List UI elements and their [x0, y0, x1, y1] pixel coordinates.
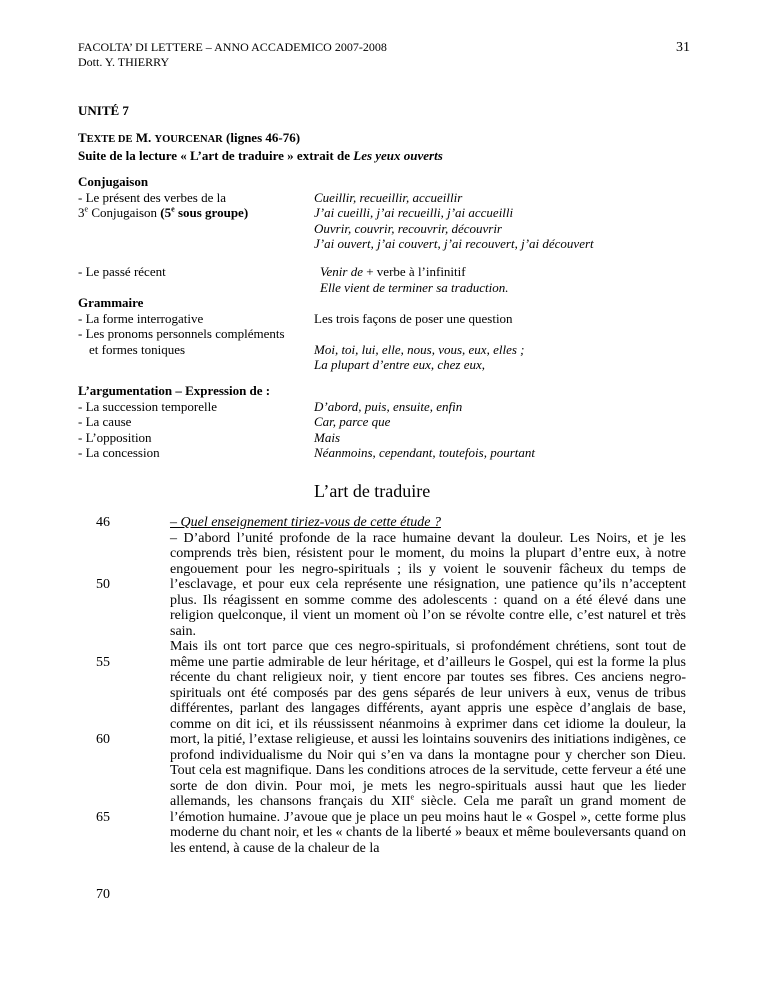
- faculty-line: FACOLTA’ DI LETTERE – ANNO ACCADEMICO 2007-2008: [78, 40, 387, 54]
- interrogative-example: Les trois façons de poser une question: [314, 310, 513, 326]
- conjugaison-item-present: - Le présent des verbes de la: [78, 189, 226, 205]
- grammaire-item-pronoms: - Les pronoms personnels compléments: [78, 326, 285, 341]
- argumentation-heading: L’argumentation – Expression de :: [78, 383, 271, 398]
- line-number: 55: [96, 655, 110, 670]
- grammaire-section: [78, 295, 285, 357]
- conjugaison-heading: Conjugaison: [78, 174, 149, 189]
- example-line: Car, parce que: [314, 414, 391, 429]
- argumentation-section: [78, 383, 270, 461]
- teacher-line: Dott. Y. THIERRY: [78, 55, 170, 69]
- line-number: 50: [96, 577, 110, 592]
- interview-question: – Quel enseignement tiriez-vous de cette étude ?: [170, 515, 441, 530]
- line-number: 60: [96, 732, 110, 747]
- example-line: J’ai ouvert, j’ai couvert, j’ai recouvert, j’ai découvert: [314, 236, 594, 251]
- grammaire-item-interrogative: - La forme interrogative: [78, 310, 204, 326]
- example-line: Néanmoins, cependant, toutefois, pourtant: [314, 445, 535, 460]
- conjugaison-item-present-2: 3e Conjugaison (5e sous groupe): [78, 204, 249, 220]
- example-line: Ouvrir, couvrir, recouvrir, découvrir: [314, 220, 502, 236]
- conjugaison-section: [78, 174, 248, 221]
- passage: [170, 515, 686, 856]
- page-number: 31: [676, 40, 690, 55]
- grammaire-heading: Grammaire: [78, 295, 144, 310]
- page-header: [78, 40, 387, 70]
- text-reference-line1: TEXTE DE M. YOURCENAR (lignes 46-76): [78, 130, 301, 145]
- example-line: Elle vient de terminer sa traduction.: [320, 279, 509, 295]
- text-reference-line2: Suite de la lecture « L’art de traduire » extrait de Les yeux ouverts: [78, 147, 443, 163]
- passage-paragraph: Mais ils ont tort parce que ces negro-spirituals, si profondément chrétiens, sont tout de même une partie admirable de leur héritage, et d’ailleurs le Gospel, qui est la forme la plus récente du chant religieux noir, y tient encore par toutes ses fibres. Ces anciens negro-spirituals ont été composés par des gens séparés de leur univers à eux, venus de tribus différentes, parlant des langages différents, ayant appris une espèce d’anglais de base, comme on dit ici, et ils réussissent néanmoins à exprimer dans cet idiome la douleur, la mort, la pitié, l’extase religieuse, et aussi les lointains souvenirs des initiations indigènes, ce profond individualisme du Noir qui s’en va dans la montagne pour y chercher son Dieu. Tout cela est magnifique. Dans les conditions atroces de la servitude, cette ferveur a été une sorte de don divin. Pour moi, je mets les negro-spirituals aussi haut que les lieder allemands, les chansons français du XIIe siècle. Cela me paraît un grand moment de l’émotion humaine. J’avoue que je place un peu moins haut le « Gospel », cette forme plus moderne du chant noir, et les « chants de la liberté » beaux et même bouleversants quand on les entend, à cause de la chaleur de la: [170, 639, 686, 856]
- example-line: Moi, toi, lui, elle, nous, vous, eux, elles ;: [314, 341, 525, 357]
- passage-paragraph: – D’abord l’unité profonde de la race humaine devant la douleur. Les Noirs, et je les comprends très bien, résistent pour le moment, du moins la plupart d’entre eux, à notre engouement pour les negro-spirituals ; ils y voient le souvenir fâcheux du temps de l’esclavage, et pour eux cela représente une résignation, une patience qu’ils n’acceptent plus. Ils réagissent en somme comme des adolescents : quand on a été élevé dans une religion quelconque, il vient un moment où l’on se révolte contre elle, c’est naturel et très sain.: [170, 530, 686, 639]
- line-number: 65: [96, 810, 110, 825]
- work-title: Les yeux ouverts: [353, 147, 443, 163]
- argumentation-item: - La concession: [78, 445, 160, 460]
- grammaire-item-pronoms-2: et formes toniques: [89, 341, 186, 357]
- example-line: D’abord, puis, ensuite, enfin: [314, 398, 463, 414]
- example-line: J’ai cueilli, j’ai recueilli, j’ai accueilli: [314, 205, 514, 220]
- argumentation-item: - L’opposition: [78, 429, 152, 445]
- example-line: Venir de + verbe à l’infinitif: [320, 264, 466, 279]
- line-number: 46: [96, 515, 110, 530]
- conjugaison-examples: [314, 190, 594, 252]
- argumentation-examples: [314, 399, 535, 461]
- pronoms-examples: [314, 342, 524, 373]
- argumentation-item: - La succession temporelle: [78, 398, 217, 414]
- passe-recent-examples: [320, 264, 508, 295]
- argumentation-item: - La cause: [78, 414, 132, 429]
- text-reference: [78, 130, 443, 163]
- example-line: Cueillir, recueillir, accueillir: [314, 189, 463, 205]
- example-line: Mais: [314, 429, 340, 445]
- line-number: 70: [96, 887, 110, 902]
- passe-recent-item: - Le passé récent: [78, 264, 166, 279]
- text-title: L’art de traduire: [314, 481, 431, 501]
- unit-title: UNITÉ 7: [78, 103, 129, 118]
- example-line: La plupart d’entre eux, chez eux,: [314, 357, 485, 372]
